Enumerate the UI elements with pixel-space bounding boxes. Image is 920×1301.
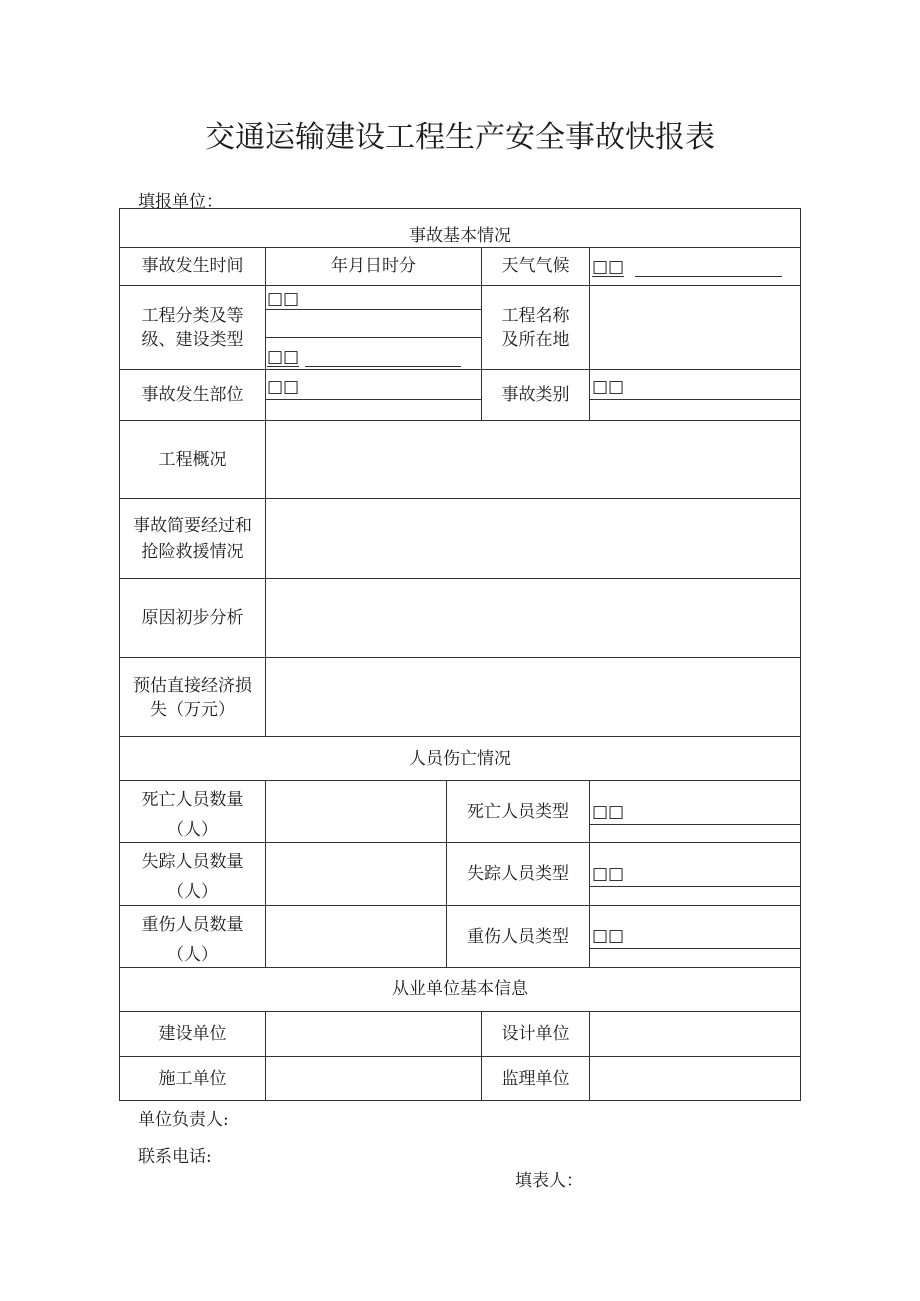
section-basic-heading: 事故基本情况 <box>409 226 511 246</box>
category-checkbox-1[interactable]: □□ <box>267 289 300 309</box>
loss-label-line1: 预估直接经济损 <box>133 676 252 696</box>
design-unit-label: 设计单位 <box>501 1024 570 1044</box>
form-filler-label: 填表人： <box>515 1171 583 1191</box>
missing-type-label: 失踪人员类型 <box>467 864 569 884</box>
accident-type-label: 事故类别 <box>501 385 570 405</box>
category-label-line1: 工程分类及等 <box>141 306 244 326</box>
injury-count-label-line2: （人） <box>167 945 218 965</box>
death-count-label-line1: 死亡人员数量 <box>141 790 244 810</box>
accident-type-checkbox[interactable]: □□ <box>592 377 625 397</box>
construction-owner-label: 建设单位 <box>158 1024 227 1044</box>
reporting-unit-label: 填报单位： <box>138 192 223 212</box>
process-label-line2: 抢险救援情况 <box>141 542 244 562</box>
time-value[interactable]: 年月日时分 <box>331 256 416 276</box>
project-name-label-line1: 工程名称 <box>501 306 570 326</box>
loss-label-line2: 失（万元） <box>150 700 235 720</box>
report-table <box>119 208 801 1101</box>
section-units-heading: 从业单位基本信息 <box>392 979 528 999</box>
time-label: 事故发生时间 <box>141 256 244 276</box>
missing-count-label-line2: （人） <box>167 882 218 902</box>
project-name-label-line2: 及所在地 <box>501 330 570 350</box>
overview-label: 工程概况 <box>158 450 227 470</box>
category-label-line2: 级、建设类型 <box>141 330 244 350</box>
contact-phone-label: 联系电话: <box>138 1147 212 1167</box>
death-type-label: 死亡人员类型 <box>467 802 569 822</box>
injury-type-label: 重伤人员类型 <box>467 927 569 947</box>
missing-type-checkbox[interactable]: □□ <box>592 864 625 884</box>
injury-count-label-line1: 重伤人员数量 <box>141 915 244 935</box>
weather-underline[interactable] <box>635 276 782 277</box>
weather-label: 天气气候 <box>501 256 570 276</box>
location-checkbox[interactable]: □□ <box>267 377 300 397</box>
cause-label: 原因初步分析 <box>141 608 244 628</box>
injury-type-checkbox[interactable]: □□ <box>592 926 625 946</box>
unit-leader-label: 单位负责人: <box>138 1110 229 1130</box>
weather-checkbox[interactable]: □□ <box>592 257 625 277</box>
supervisor-label: 监理单位 <box>501 1069 570 1089</box>
death-count-label-line2: （人） <box>167 820 218 840</box>
form-title: 交通运输建设工程生产安全事故快报表 <box>205 120 715 155</box>
missing-count-label-line1: 失踪人员数量 <box>141 852 244 872</box>
category-underline[interactable] <box>305 366 461 367</box>
process-label-line1: 事故简要经过和 <box>133 516 252 536</box>
category-checkbox-2[interactable]: □□ <box>267 347 300 367</box>
location-label: 事故发生部位 <box>141 385 244 405</box>
death-type-checkbox[interactable]: □□ <box>592 802 625 822</box>
section-casualty-heading: 人员伤亡情况 <box>409 749 511 769</box>
contractor-label: 施工单位 <box>158 1069 227 1089</box>
